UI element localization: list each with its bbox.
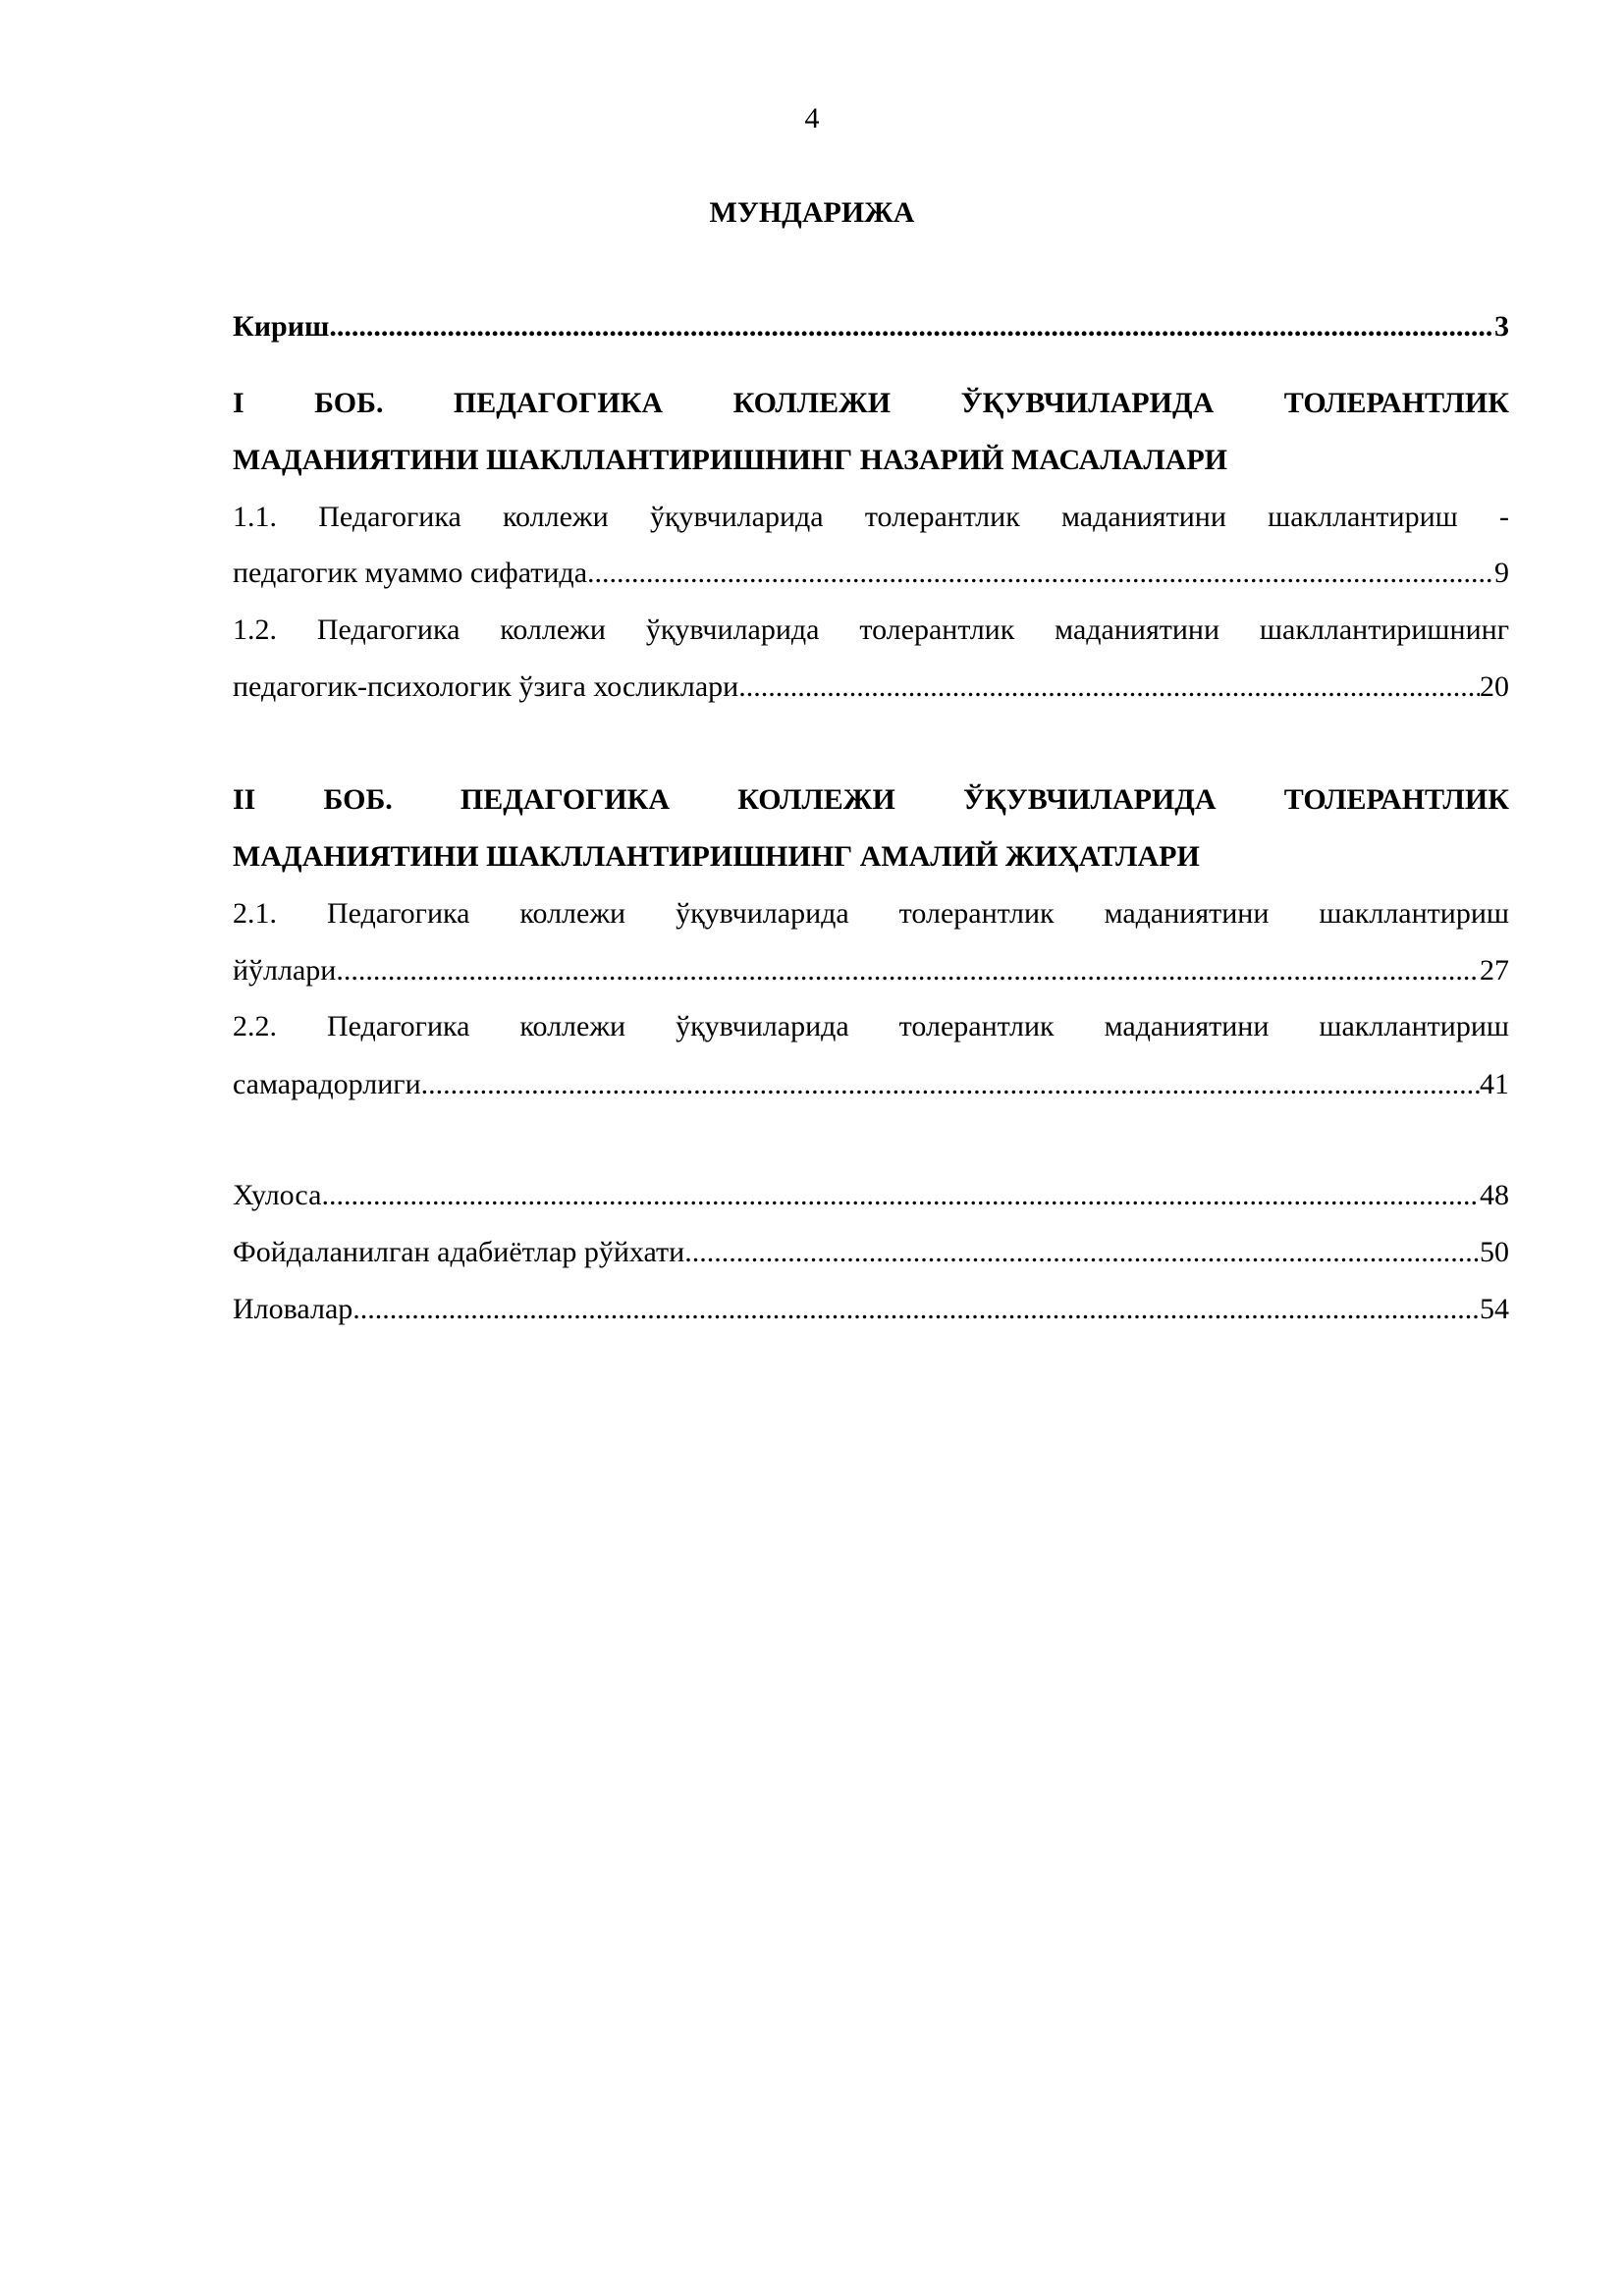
toc-entry-label: йўллари: [233, 954, 337, 987]
chapter2-heading-line2[interactable]: МАДАНИЯТИНИ ШАКЛЛАНТИРИШНИНГ АМАЛИЙ ЖИҲАТЛАРИ: [233, 840, 1200, 873]
dot-leader: [321, 1178, 1480, 1213]
toc-entry-label: педагогик муаммо сифатида: [233, 557, 588, 589]
page-number: 4: [804, 102, 820, 134]
toc-page-number: 48: [1480, 1179, 1509, 1211]
toc-page-number: 27: [1480, 954, 1509, 987]
dot-leader: [587, 556, 1494, 591]
toc-entry-conclusion[interactable]: [233, 1178, 1509, 1213]
toc-page-number: 3: [1494, 310, 1509, 343]
chapter1-heading-line1[interactable]: I БОБ. ПЕДАГОГИКА КОЛЛЕЖИ ЎҚУВЧИЛАРИДА ТОЛЕРАНТЛИК: [233, 387, 1509, 419]
dot-leader: [684, 1235, 1480, 1270]
dot-leader: [336, 953, 1480, 988]
toc-section-1-2-line1[interactable]: 1.2. Педагогика коллежи ўқувчиларида толерантлик маданиятини шакллантиришнинг: [233, 614, 1509, 646]
chapter2-heading-line1[interactable]: II БОБ. ПЕДАГОГИКА КОЛЛЕЖИ ЎҚУВЧИЛАРИДА ТОЛЕРАНТЛИК: [233, 783, 1509, 816]
toc-entry-appendices[interactable]: [233, 1292, 1509, 1327]
toc-page-number: 9: [1494, 557, 1509, 589]
toc-page-number: 54: [1480, 1293, 1509, 1325]
toc-section-2-1-line1[interactable]: 2.1. Педагогика коллежи ўқувчиларида толерантлик маданиятини шакллантириш: [233, 897, 1509, 930]
toc-section-1-1-line1[interactable]: 1.1. Педагогика коллежи ўқувчиларида толерантлик маданиятини шакллантириш -: [233, 501, 1509, 533]
toc-section-1-2-line2[interactable]: [233, 669, 1509, 705]
toc-section-2-2-line2[interactable]: [233, 1067, 1509, 1102]
toc-section-1-1-line2[interactable]: [233, 556, 1509, 591]
toc-entry-label: Хулоса: [233, 1179, 322, 1211]
toc-page-number: 50: [1480, 1236, 1509, 1268]
toc-entry-label: педагогик-психологик ўзига хосликлари: [233, 670, 739, 703]
toc-entry-label: Кириш: [233, 310, 330, 343]
toc-page-number: 41: [1480, 1068, 1509, 1100]
toc-entry-references[interactable]: [233, 1235, 1509, 1270]
dot-leader: [352, 1292, 1480, 1327]
toc-page-number: 20: [1480, 670, 1509, 703]
toc-section-2-1-line2[interactable]: [233, 953, 1509, 988]
toc-entry-intro[interactable]: [233, 309, 1509, 345]
dot-leader: [421, 1067, 1480, 1102]
toc-entry-label: самарадорлиги: [233, 1068, 421, 1100]
page-title: МУНДАРИЖА: [709, 196, 915, 229]
toc-entry-label: Фойдаланилган адабиётлар рўйхати: [233, 1236, 685, 1268]
toc-entry-label: Иловалар: [233, 1293, 353, 1325]
toc-section-2-2-line1[interactable]: 2.2. Педагогика коллежи ўқувчиларида толерантлик маданиятини шакллантириш: [233, 1010, 1509, 1042]
chapter1-heading-line2[interactable]: МАДАНИЯТИНИ ШАКЛЛАНТИРИШНИНГ НАЗАРИЙ МАСАЛАЛАРИ: [233, 444, 1228, 476]
dot-leader: [329, 309, 1494, 345]
dot-leader: [738, 669, 1480, 705]
